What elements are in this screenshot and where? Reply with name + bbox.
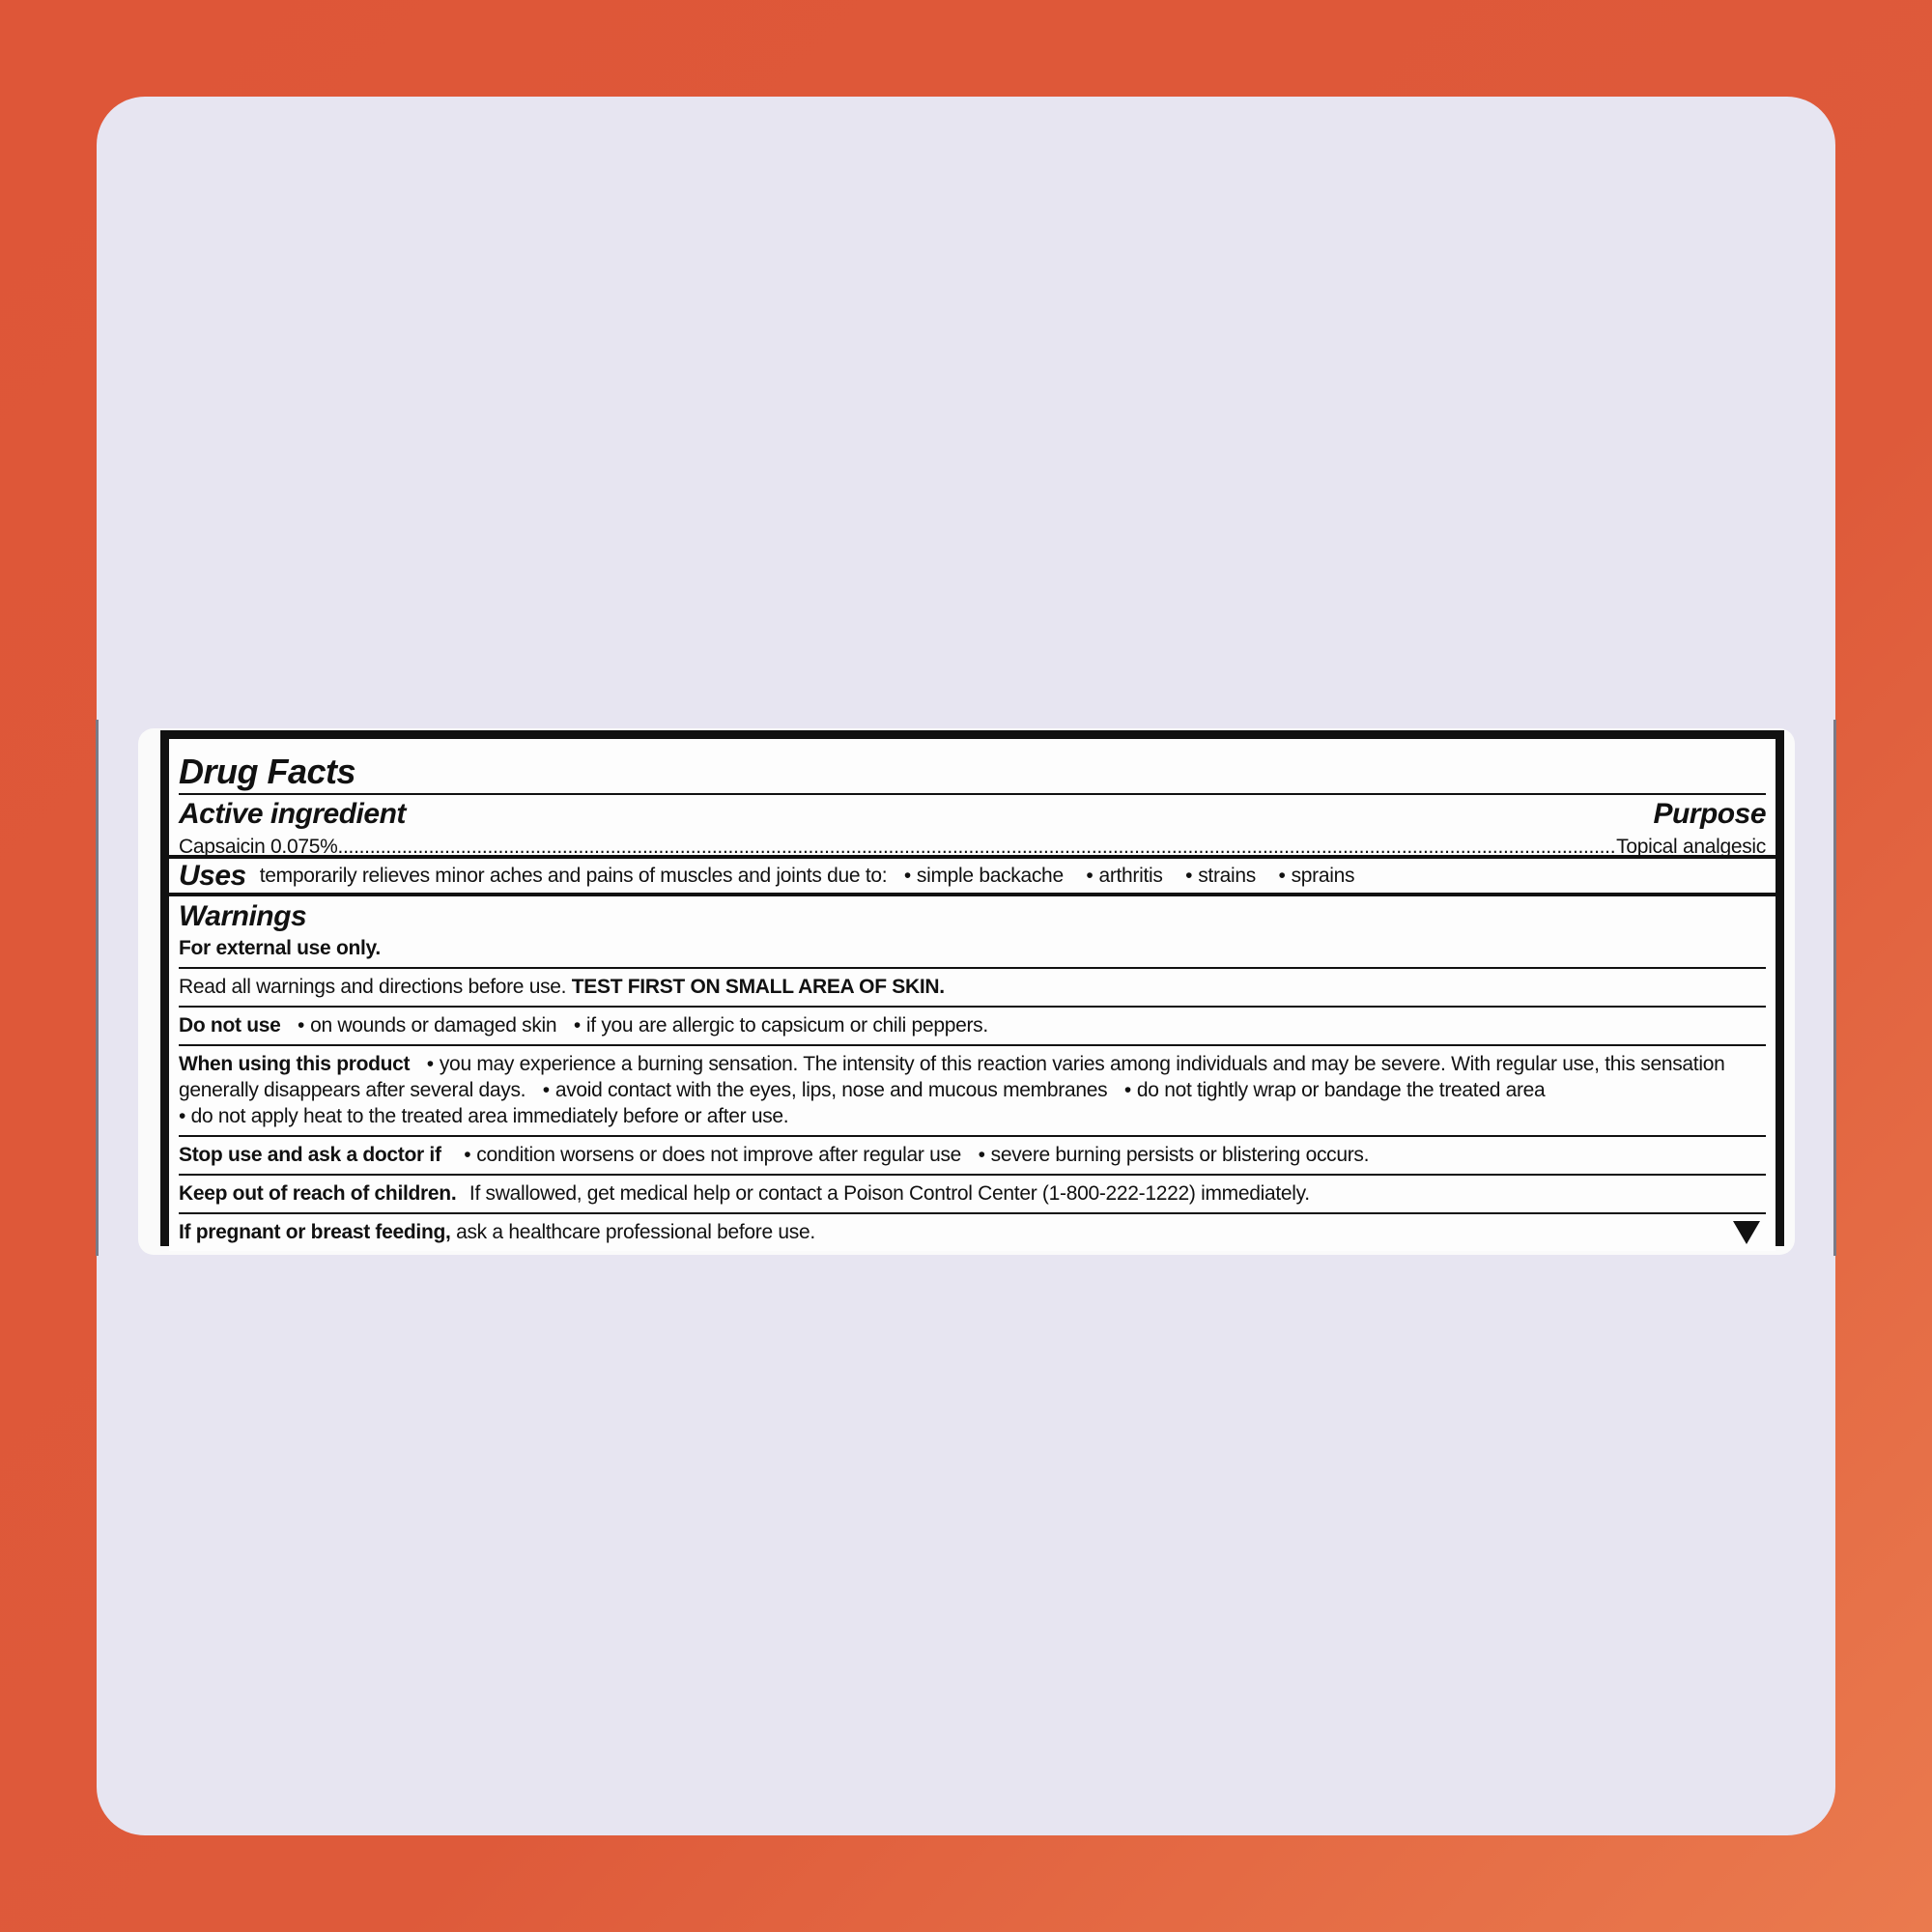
use-item: sprains (1291, 865, 1355, 887)
stop-use-label: Stop use and ask a doctor if (179, 1144, 441, 1166)
warnings-heading: Warnings (179, 900, 307, 932)
card-edge-right (1833, 720, 1836, 1256)
do-not-use-row: Do not use • on wounds or damaged skin • if you are allergic to capsicum or chili peppers. (179, 1006, 1766, 1044)
uses-text: temporarily relieves minor aches and pains of muscles and joints due to: • simple backache • arthritis • strains • sprains (259, 865, 1355, 887)
use-item: arthritis (1098, 865, 1163, 887)
active-ingredient-heading: Active ingredient (179, 798, 406, 830)
read-warnings-row: Read all warnings and directions before use. TEST FIRST ON SMALL AREA OF SKIN. (179, 967, 1766, 1006)
ingredient-name: Capsaicin 0.075% (179, 836, 338, 858)
when-using-row: When using this product • you may experience a burning sensation. The intensity of this reaction varies among individuals and may be severe. With regular use, this sensation generally disappears after several days. • avoid contact with the eyes, lips, nose and mucous membranes • do not tightly wrap or bandage the treated area • do not apply heat to the treated area immediately before or after use. (179, 1044, 1766, 1135)
active-ingredient-section (169, 739, 1776, 858)
purpose-heading: Purpose (1653, 798, 1766, 830)
use-item: strains (1198, 865, 1256, 887)
pregnant-label: If pregnant or breast feeding, (179, 1221, 451, 1243)
use-item: simple backache (916, 865, 1064, 887)
uses-intro: temporarily relieves minor aches and pains of muscles and joints due to: (259, 865, 888, 887)
keep-out-label: Keep out of reach of children. (179, 1182, 457, 1205)
dot-leader (337, 834, 1616, 860)
uses-heading: Uses (179, 859, 246, 892)
drug-facts-title: Drug Facts (179, 752, 356, 791)
when-using-label: When using this product (179, 1053, 411, 1075)
uses-section (169, 859, 1776, 893)
external-use-warning: For external use only. (179, 937, 381, 959)
drug-facts-panel (160, 730, 1784, 1246)
do-not-use-label: Do not use (179, 1014, 281, 1037)
keep-out-row: Keep out of reach of children. If swallowed, get medical help or contact a Poison Control Center (1-800-222-1222) immediately. (179, 1174, 1766, 1212)
test-first-text: TEST FIRST ON SMALL AREA OF SKIN. (571, 976, 945, 998)
stop-use-row: Stop use and ask a doctor if • condition worsens or does not improve after regular use • severe burning persists or blistering occurs. (179, 1135, 1766, 1174)
warnings-section (169, 896, 1776, 1251)
ingredient-row (179, 834, 1766, 860)
down-triangle-icon (1733, 1221, 1760, 1244)
ingredient-purpose: Topical analgesic (1616, 836, 1766, 858)
active-heading-row (179, 795, 1766, 834)
card-edge-left (96, 720, 99, 1256)
pregnant-row: If pregnant or breast feeding, ask a healthcare professional before use. (179, 1212, 1766, 1251)
